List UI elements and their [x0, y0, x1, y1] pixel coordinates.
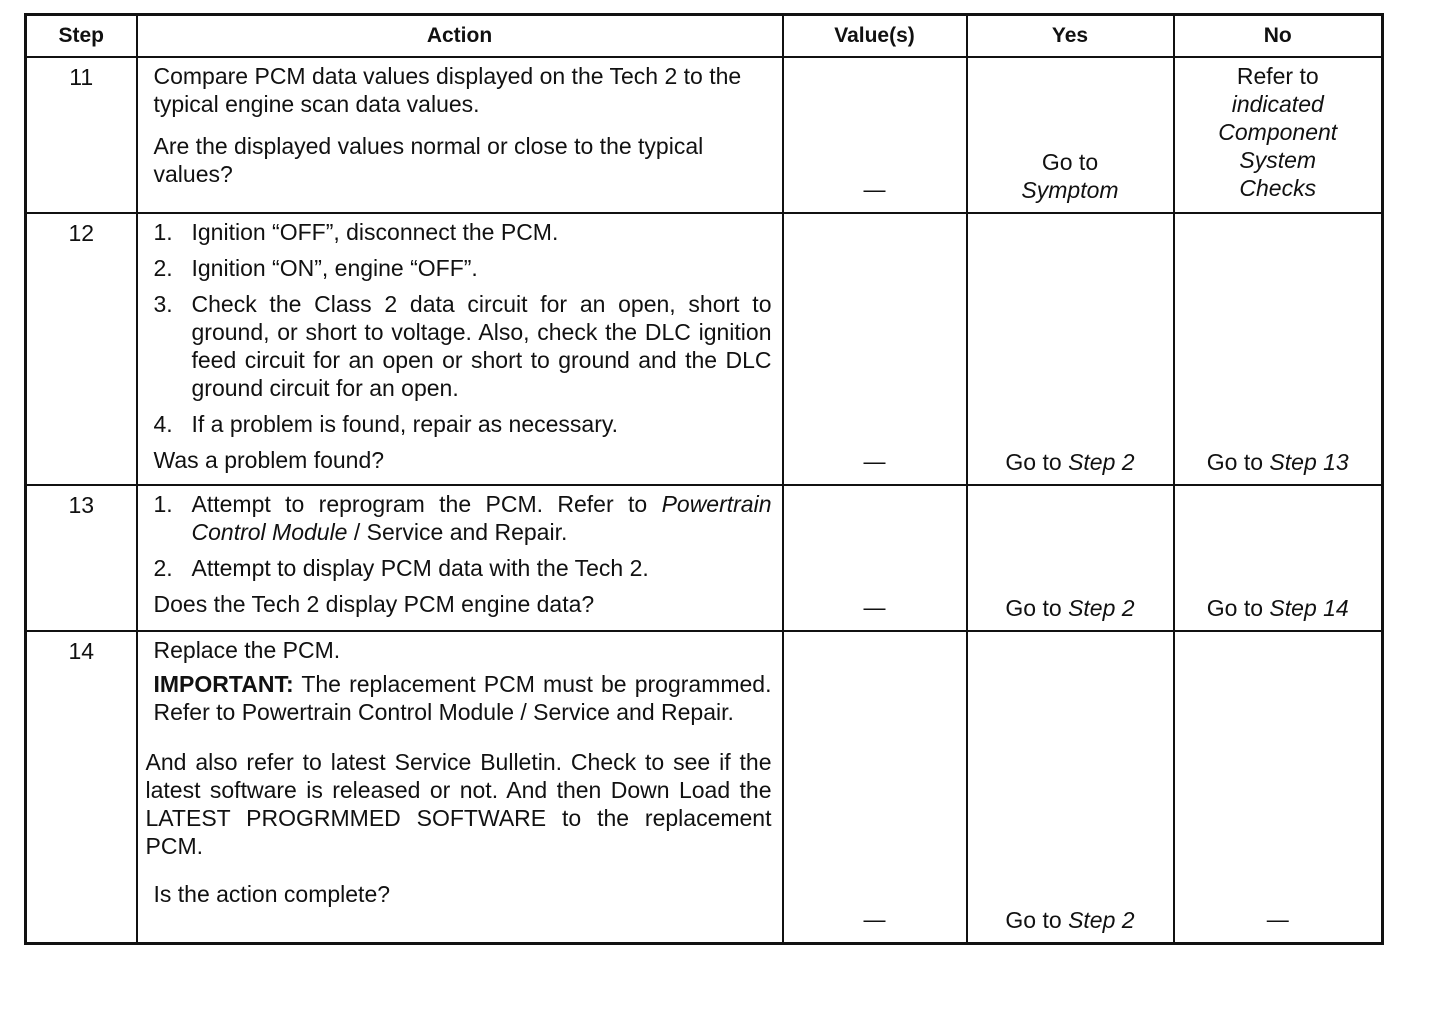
value-cell — [783, 57, 967, 213]
important-label: IMPORTANT: — [153, 671, 294, 697]
no-prefix: Go to — [1206, 449, 1264, 475]
value-dash: — — [863, 595, 886, 620]
action-question: Is the action complete? — [153, 881, 391, 907]
step-number: 14 — [26, 631, 137, 943]
header-values: Value(s) — [783, 15, 967, 58]
header-yes: Yes — [967, 15, 1174, 58]
powertrain-link[interactable]: Powertrain Control Module — [191, 491, 772, 545]
value-cell — [783, 631, 967, 943]
no-cell — [1174, 57, 1383, 213]
no-link[interactable]: Step 13 — [1269, 449, 1349, 475]
no-dash: — — [1266, 906, 1289, 932]
value-dash: — — [863, 906, 886, 932]
yes-prefix: Go to — [1041, 149, 1099, 175]
header-step: Step — [26, 15, 137, 58]
step-number: 13 — [26, 485, 137, 631]
action-text: Replace the PCM. — [153, 637, 341, 663]
yes-link[interactable]: Step 2 — [1068, 906, 1135, 933]
important-note — [154, 670, 772, 726]
action-cell — [137, 631, 783, 943]
table-header — [26, 15, 1383, 58]
yes-link[interactable]: Symptom — [1021, 177, 1119, 203]
value-dash: — — [863, 449, 886, 474]
header-action: Action — [137, 15, 783, 58]
yes-cell — [967, 631, 1174, 943]
important-text: The replacement PCM must be programmed. Refer to Powertrain Control Module / Service and Repair. — [153, 671, 772, 725]
no-cell — [1174, 213, 1383, 485]
value-cell — [783, 213, 967, 485]
value-cell — [783, 485, 967, 631]
table-row — [26, 485, 1383, 631]
list-item: 2. Attempt to display PCM data with the Tech 2. — [153, 555, 649, 581]
list-item: 1. Ignition “OFF”, disconnect the PCM. — [153, 219, 559, 245]
action-question: Does the Tech 2 display PCM engine data? — [153, 591, 595, 617]
table-row — [26, 213, 1383, 485]
action-question: Are the displayed values normal or close to the typical values? — [153, 133, 704, 187]
no-cell — [1174, 631, 1383, 943]
step-number: 11 — [26, 57, 137, 213]
action-question: Was a problem found? — [153, 447, 385, 473]
no-cell — [1174, 485, 1383, 631]
table-row — [26, 57, 1383, 213]
action-list — [154, 218, 772, 438]
value-dash: — — [863, 177, 886, 202]
no-link[interactable]: Step 14 — [1269, 595, 1349, 621]
diagnostic-table — [24, 13, 1384, 945]
action-list — [154, 490, 772, 582]
yes-cell — [967, 485, 1174, 631]
yes-cell — [967, 213, 1174, 485]
list-item: 2. Ignition “ON”, engine “OFF”. — [153, 255, 478, 281]
table-body — [26, 57, 1383, 943]
yes-cell — [967, 57, 1174, 213]
action-cell — [137, 57, 783, 213]
step-number: 12 — [26, 213, 137, 485]
table-row — [26, 631, 1383, 943]
header-no: No — [1174, 15, 1383, 58]
no-prefix: Refer to — [1236, 63, 1319, 89]
header-row — [26, 15, 1383, 58]
yes-prefix: Go to — [1005, 449, 1062, 475]
action-text: Compare PCM data values displayed on the Tech 2 to the typical engine scan data values. — [153, 63, 742, 117]
yes-link[interactable]: Step 2 — [1068, 449, 1135, 475]
list-item: 3. Check the Class 2 data circuit for an open, short to ground, or short to voltage. Also, check the DLC ignition feed circuit for an open or short to ground and the DLC ground circuit for an open. — [153, 291, 772, 401]
action-cell — [137, 485, 783, 631]
yes-prefix: Go to — [1005, 906, 1062, 933]
list-item: 1. Attempt to reprogram the PCM. Refer to Powertrain Control Module / Service and Repair. — [153, 491, 772, 545]
action-text: And also refer to latest Service Bulletin. Check to see if the latest software is released or not. And then Down Load the LATEST PROGRMMED SOFTWARE to the replacement PCM. — [145, 749, 772, 859]
action-cell — [137, 213, 783, 485]
no-prefix: Go to — [1206, 595, 1264, 621]
yes-prefix: Go to — [1005, 595, 1062, 621]
list-item: 4. If a problem is found, repair as necessary. — [153, 411, 619, 437]
no-link[interactable]: indicated Component System Checks — [1218, 91, 1338, 201]
yes-link[interactable]: Step 2 — [1068, 595, 1135, 621]
